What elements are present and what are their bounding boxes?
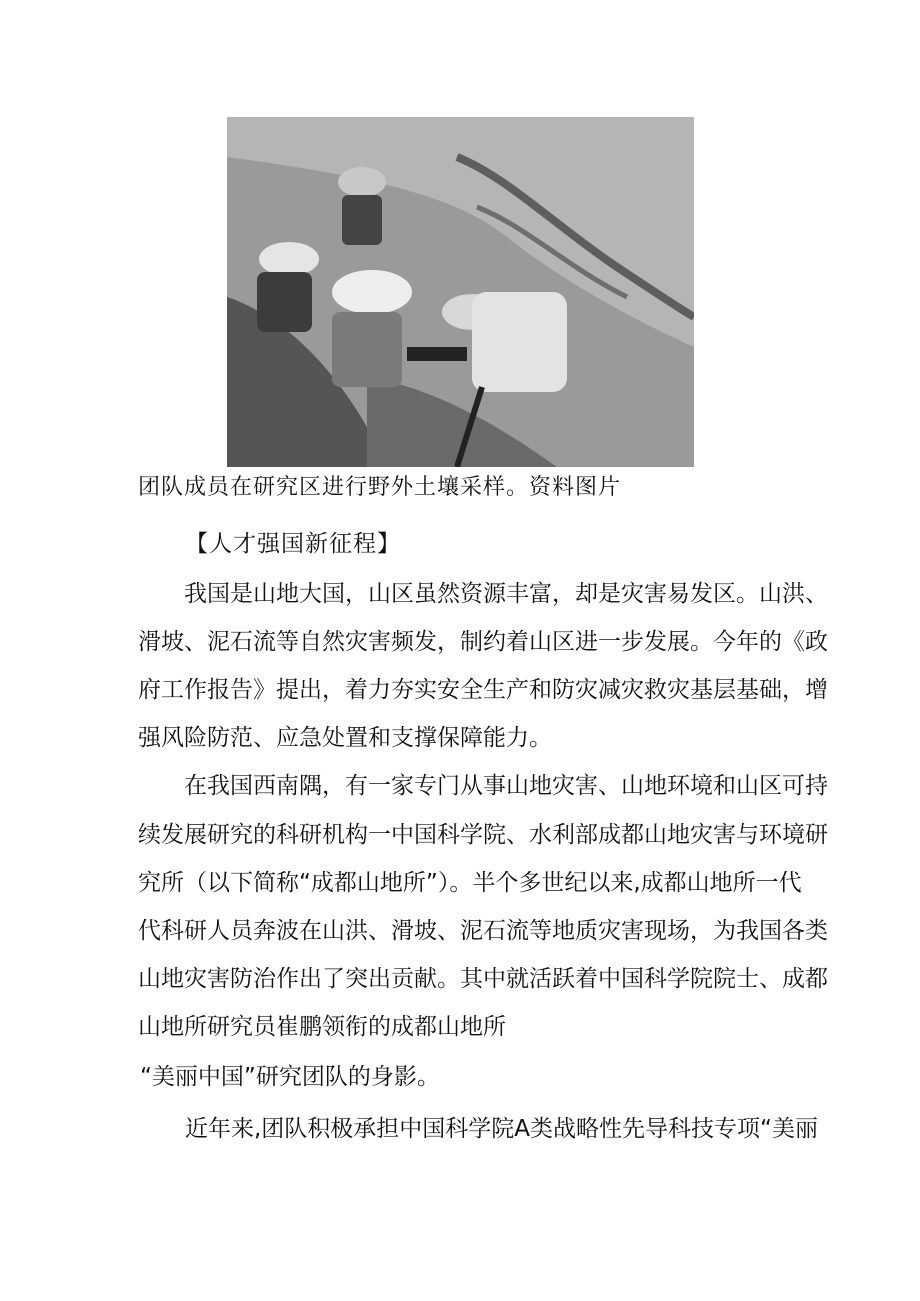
paragraph-line: 山地灾害防治作出了突出贡献。其中就活跃着中国科学院院士、成都 (138, 966, 828, 992)
photo-illustration (227, 117, 694, 467)
paragraph-line: 我国是山地大国，山区虽然资源丰富，却是灾害易发区。山洪、 (184, 581, 828, 607)
section-title: 【人才强国新征程】 (185, 531, 401, 557)
paragraph-line: “美丽中国”研究团队的身影。 (140, 1064, 440, 1090)
photo-caption: 团队成员在研究区进行野外土壤采样。资料图片 (138, 475, 622, 500)
paragraph-line: 续发展研究的科研机构一中国科学院、水利部成都山地灾害与环境研 (138, 822, 828, 848)
paragraph-line: 究所（以下简称“成都山地所”）。半个多世纪以来,成都山地所一代 (138, 870, 802, 896)
field-sampling-photo (227, 117, 694, 467)
paragraph-line: 在我国西南隅，有一家专门从事山地灾害、山地环境和山区可持 (184, 773, 828, 799)
paragraph-line: 强风险防范、应急处置和支撑保障能力。 (138, 725, 552, 751)
paragraph-line: 山地所研究员崔鹏领衔的成都山地所 (138, 1014, 506, 1040)
paragraph-line: 滑坡、泥石流等自然灾害频发，制约着山区进一步发展。今年的《政 (138, 629, 828, 655)
paragraph-line: 近年来,团队积极承担中国科学院A类战略性先导科技专项“美丽 (185, 1116, 818, 1142)
paragraph-line: 代科研人员奔波在山洪、滑坡、泥石流等地质灾害现场，为我国各类 (138, 918, 828, 944)
paragraph-line: 府工作报告》提出，着力夯实安全生产和防灾减灾救灾基层基础，增 (138, 677, 828, 703)
